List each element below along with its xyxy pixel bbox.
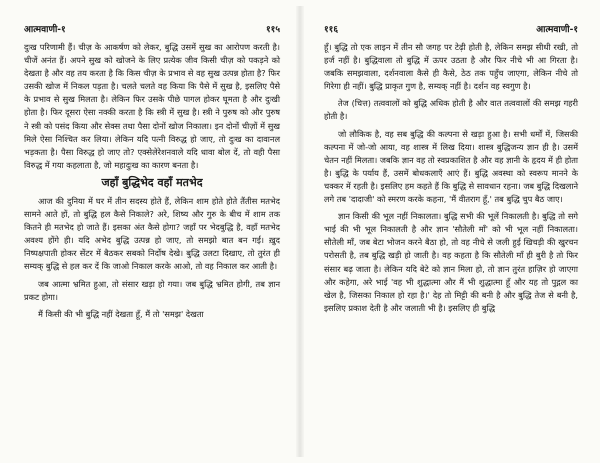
page-number: ११६	[324, 25, 339, 35]
paragraph: तेज (चित्त) तत्ववालों को बुद्धि अधिक होती है और वात तत्ववालों की समझ गहरी होती है।	[324, 98, 578, 122]
paragraph: जब आत्मा भ्रमित हुआ, तो संसार खड़ा हो गया। जब बुद्धि भ्रमित होगी, तब ज्ञान प्रकट होगा।	[24, 278, 280, 302]
paragraph: दुःख परिणामी हैं। चीज़ के आकर्षण को लेकर, बुद्धि उसमें सुख का आरोपण करती है। चीजें अनंत हैं। अपने सुख को खोजने के लिए प्रत्येक जीव किसी चीज़ को पकड़ने को देखता है और वह तय करता है कि किस चीज़ के प्रभाव से वह सुख उत्पन्न होता है? फिर उसकी खोज में निकल पड़ता है। चलते चलते वह किया कि पैसे में सुख है, इसलिए पैसे के प्रभाव से सुख मिलता है। लेकिन फिर उसके पीछे पागल होकर घूमता है और दुःखी होता है। फिर दूसरा ऐसा नक्की करता है कि स्त्री में सुख है। स्त्री ने पुरुष को और पुरुष ने स्त्री को पसंद किया और सेक्स तथा पैसा दोनों खोज निकाला। इन दोनों चीज़ों में सुख मिले ऐसा निश्चित कर लिया। लेकिन यदि पत्नी विरुद्ध हो जाए, तो दुःख का दावानल भड़कता है। पैसा विरुद्ध हो जाए तो? एक्सेलेरेशनवाले यदि धावा बोल दें, तो वही पैसा विरुद्ध में गया कहलाता है, जो महादुःख का कारण बनता है।	[24, 42, 280, 170]
paragraph: ज्ञान किसी की भूल नहीं निकालता। बुद्धि सभी की भूलें निकालती है। बुद्धि तो सगे भाई की भी भूल निकालती है और ज्ञान 'सौतेली माँ' को भी भूल नहीं निकालता। सौतेली माँ, जब बेटा भोजन करने बैठा हो, तो वह नीचे से जली हुई खिचड़ी की खुरचन परोसती है, तब बुद्धि खड़ी हो जाती है। वह कहता है कि सौतेली माँ ही बुरी है तो फिर संसार बढ़ जाता है। लेकिन यदि बेटे को ज्ञान मिला हो, तो ज्ञान तुरंत हाज़िर हो जाएगा और कहेगा, अरे भाई 'वह भी शुद्धात्मा और मैं भी शुद्धात्मा हूँ और यह तो पुद्गल का खेल है, जिसका निकाल हो रहा है।' देह तो मिट्टी की बनी है और बुद्धि तेज से बनी है, इसलिए प्रकाश देती है और जलाती भी है। इसलिए ही बुद्धि	[324, 211, 578, 313]
right-page-body	[324, 41, 578, 315]
left-page-body	[24, 41, 280, 321]
section-heading: जहाँ बुद्धिभेद वहाँ मतभेद	[101, 175, 203, 189]
running-title: आत्मवाणी-१	[24, 25, 66, 35]
paragraph: मैं किसी की भी बुद्धि नहीं देखता हूँ, मैं तो 'समझ' देखता	[38, 308, 204, 319]
paragraph: जो लौकिक है, वह सब बुद्धि की कल्पना से खड़ा हुआ है। सभी धर्मों में, जिसकी कल्पना में जो-जो आया, वह शास्त्र में लिख दिया। शास्त्र बुद्धिजन्य ज्ञान ही है। उसमें चेतन नहीं मिलता। जबकि ज्ञान वह तो स्वप्रकाशित है और वह ज्ञानी के हृदय में ही होता है। बुद्धि के पर्याय हैं, उसमें बोधकलाएँ आएं हैं। बुद्धि अवस्था को स्वरूप मानने के चक्कर में रहती है। इसलिए हम कहते हैं कि बुद्धि से सावधान रहना। जब बुद्धि दिखलाने लगे तब 'दादाजी' को स्मरण करके कहना, 'मैं वीतराग हूँ,' तब बुद्धि चुप बैठ जाए।	[324, 128, 578, 205]
left-page-header	[0, 24, 300, 36]
right-page	[300, 0, 600, 463]
paragraph: हूँ। बुद्धि तो एक लाइन में तीन सौ जगह पर टेढ़ी होती है, लेकिन समझ सीधी रखी, तो हर्ज नहीं है। बुद्धिवाला तो बुद्धि में ऊपर उठता है और फिर नीचे भी आ गिरता है। जबकि समझवाला, दर्शनवाला कैसे ही कैसे, ठेठ तक पहुँच जाएगा, लेकिन नीचे तो गिरेगा ही नहीं। बुद्धि प्राकृत गुण है, सम्यक् नहीं है। दर्शन वह स्वगुण है।	[324, 42, 578, 92]
right-page-header	[300, 24, 600, 36]
page-number: ११५	[265, 25, 280, 35]
running-title: आत्मवाणी-१	[536, 25, 578, 35]
paragraph: आज की दुनिया में घर में तीन सदस्य होते हैं, लेकिन शाम होते होते तैंतीस मतभेद सामने आते हों, तो बुद्धि हल कैसे निकाले? अरे, शिष्य और गुरु के बीच में शाम तक कितने ही मतभेद हो जाते हैं। इसका अंत कैसे होगा? जहाँ पर भेदबुद्धि है, वहाँ मतभेद अवश्य होंगे ही। यदि अभेद बुद्धि उत्पन्न हो जाए, तो समझो बात बन गई। ख़ुद निष्पक्षपाती होकर सेंटर में बैठकर सबको निर्दोष देखे। बुद्धि उलटा दिखाए, तो तुरंत ही सम्यक् बुद्धि से हल कर दें कि जाओ निकाल करके आओ, तो वह निकाल कर आती है।	[24, 195, 280, 272]
